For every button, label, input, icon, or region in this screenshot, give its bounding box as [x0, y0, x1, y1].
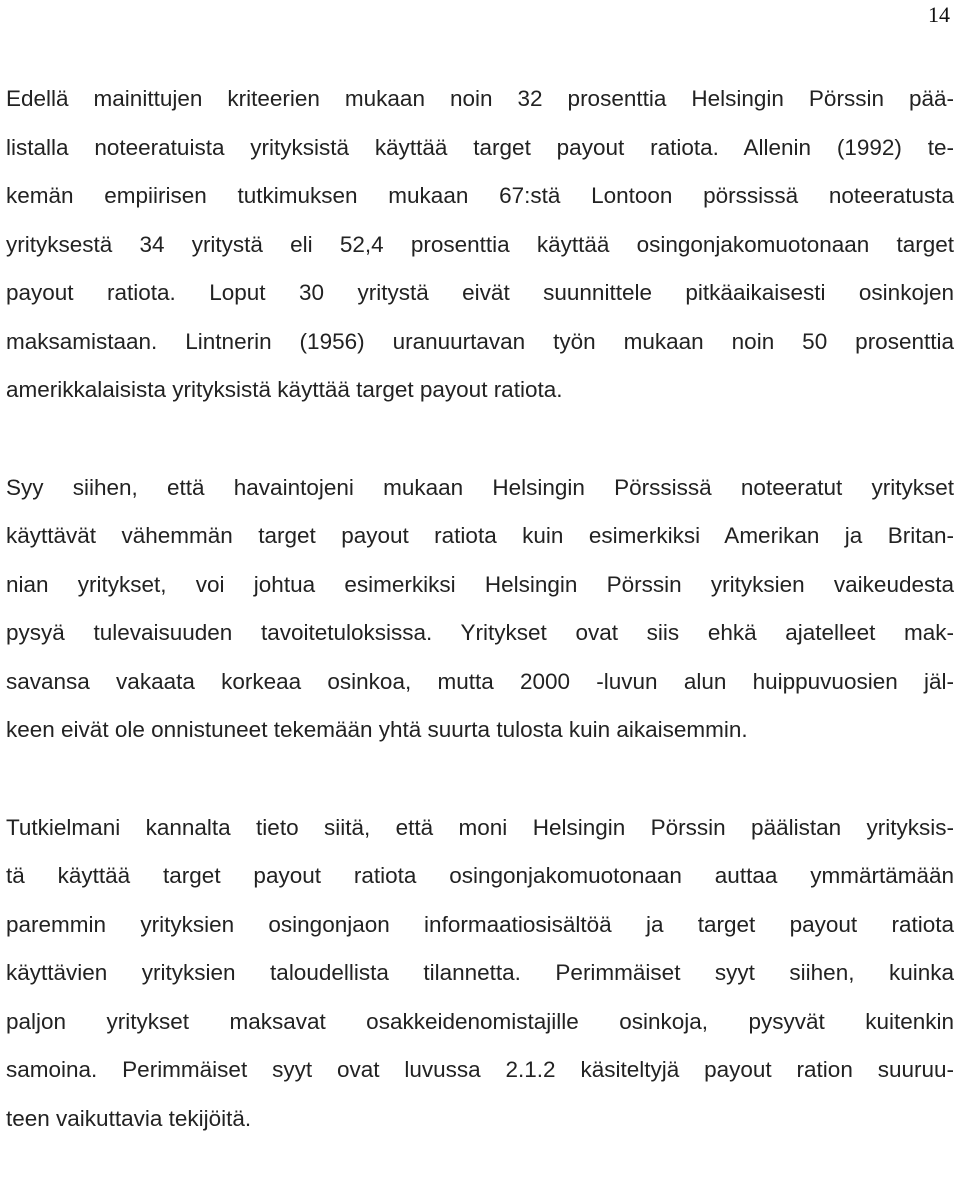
- text-line: paljon yritykset maksavat osakkeidenomistajille osinkoja, pysyvät kuitenkin: [6, 1008, 954, 1034]
- paragraph-2: [6, 464, 954, 755]
- paragraph-3: [6, 804, 954, 1144]
- text-line: nian yritykset, voi johtua esimerkiksi Helsingin Pörssin yrityksien vaikeudesta: [6, 571, 954, 597]
- text-line: payout ratiota. Loput 30 yritystä eivät suunnittele pitkäaikaisesti osinkojen: [6, 280, 954, 305]
- text-line: yrityksestä 34 yritystä eli 52,4 prosenttia käyttää osingonjakomuotonaan target: [6, 231, 954, 257]
- text-line: teen vaikuttavia tekijöitä.: [6, 1105, 252, 1131]
- text-line: käyttävät vähemmän target payout ratiota kuin esimerkiksi Amerikan ja Britan-: [6, 523, 954, 548]
- document-body: [6, 75, 954, 1192]
- text-line: samoina. Perimmäiset syyt ovat luvussa 2.1.2 käsiteltyjä payout ration suuruu-: [6, 1057, 954, 1082]
- text-line: maksamistaan. Lintnerin (1956) uranuurtavan työn mukaan noin 50 prosenttia: [6, 328, 954, 354]
- text-line: Syy siihen, että havaintojeni mukaan Helsingin Pörssissä noteeratut yritykset: [6, 474, 954, 500]
- text-line: Tutkielmani kannalta tieto siitä, että moni Helsingin Pörssin päälistan yrityksis-: [6, 814, 954, 840]
- text-line: kemän empiirisen tutkimuksen mukaan 67:stä Lontoon pörssissä noteeratusta: [6, 183, 954, 208]
- text-line: paremmin yrityksien osingonjaon informaatiosisältöä ja target payout ratiota: [6, 911, 954, 937]
- text-line: Edellä mainittujen kriteerien mukaan noin 32 prosenttia Helsingin Pörssin pää-: [6, 86, 954, 111]
- text-line: tä käyttää target payout ratiota osingonjakomuotonaan auttaa ymmärtämään: [6, 863, 954, 888]
- page-number: 14: [928, 2, 950, 27]
- text-line: pysyä tulevaisuuden tavoitetuloksissa. Yritykset ovat siis ehkä ajatelleet mak-: [6, 620, 954, 645]
- text-line: käyttävien yrityksien taloudellista tilannetta. Perimmäiset syyt siihen, kuinka: [6, 960, 954, 985]
- paragraph-1: [6, 75, 954, 415]
- text-line: keen eivät ole onnistuneet tekemään yhtä suurta tulosta kuin aikaisemmin.: [6, 717, 748, 742]
- text-line: amerikkalaisista yrityksistä käyttää target payout ratiota.: [6, 377, 563, 402]
- text-line: savansa vakaata korkeaa osinkoa, mutta 2000 -luvun alun huippuvuosien jäl-: [6, 668, 954, 694]
- text-line: listalla noteeratuista yrityksistä käyttää target payout ratiota. Allenin (1992) te-: [6, 134, 954, 160]
